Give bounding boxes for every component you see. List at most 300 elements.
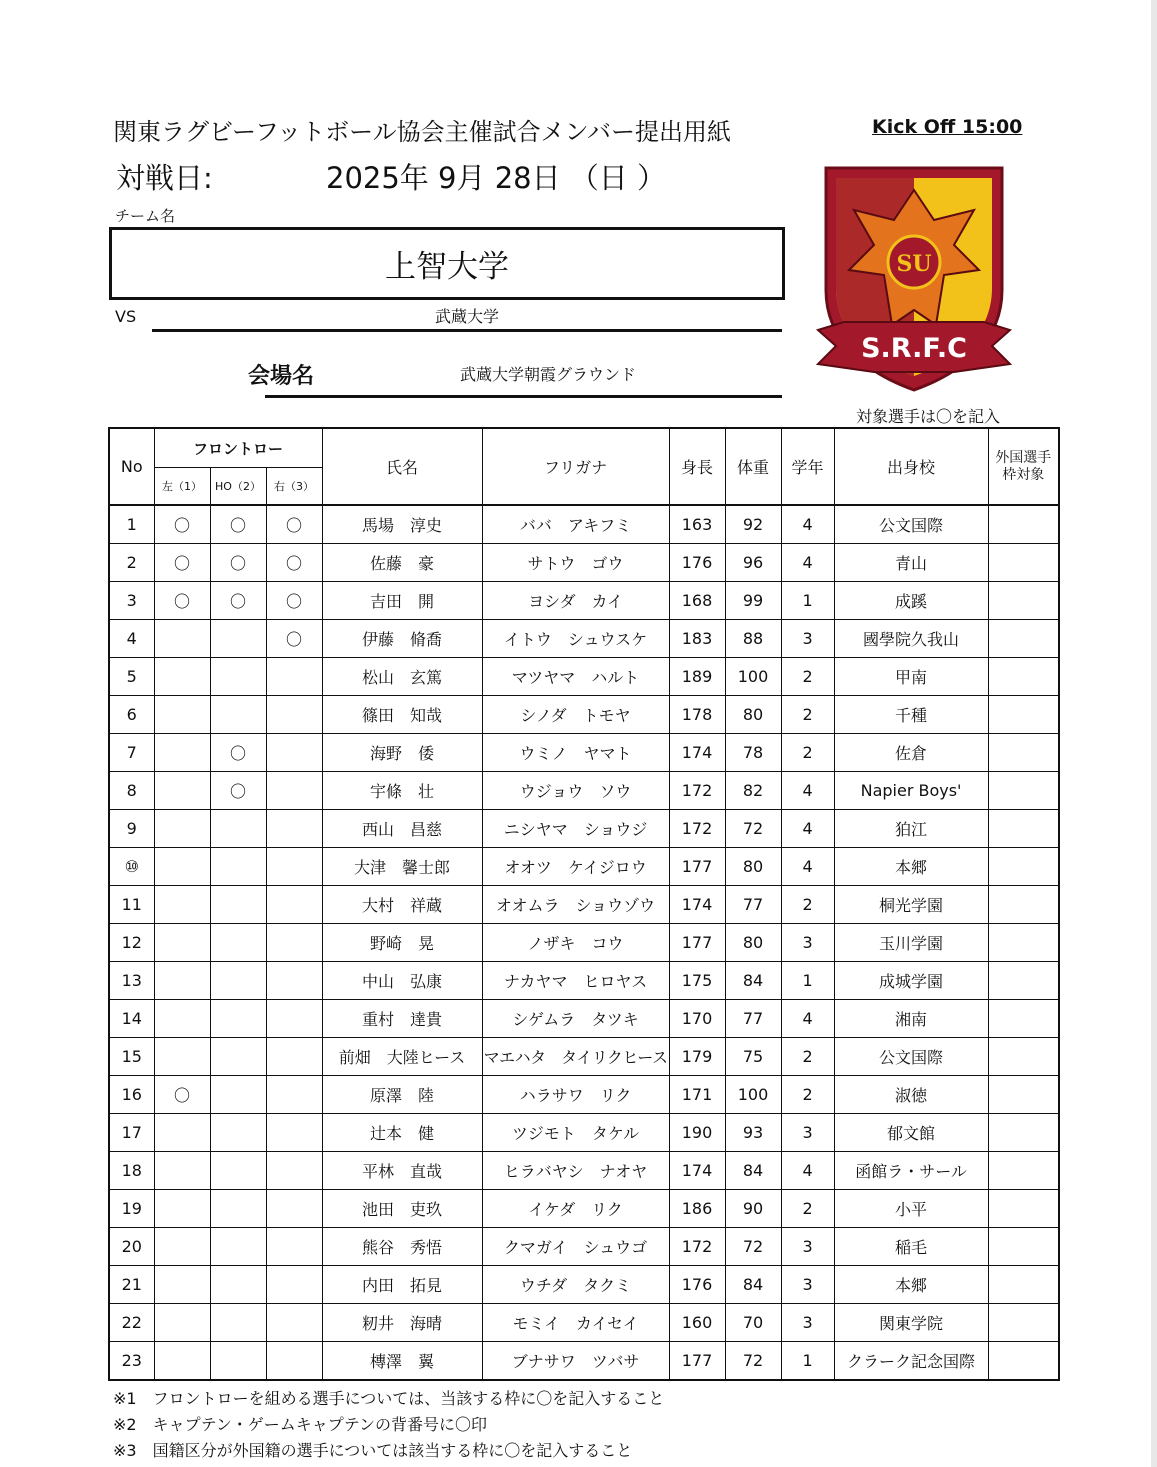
- player-kana: ハラサワ リク: [482, 1076, 669, 1114]
- player-name: 槫澤 翼: [322, 1342, 482, 1381]
- header-school: 出身校: [834, 428, 988, 505]
- player-kana: ニシヤマ ショウジ: [482, 810, 669, 848]
- player-kana: ウジョウ ソウ: [482, 772, 669, 810]
- player-name: 吉田 開: [322, 582, 482, 620]
- front-row-hooker: [210, 810, 266, 848]
- front-row-hooker: [210, 1076, 266, 1114]
- club-crest-logo: [814, 150, 1014, 395]
- front-row-hooker: [210, 1152, 266, 1190]
- player-height: 177: [669, 1342, 725, 1381]
- front-row-left: [154, 1152, 210, 1190]
- player-school: 成蹊: [834, 582, 988, 620]
- front-row-left: [154, 848, 210, 886]
- player-no: 13: [109, 962, 154, 1000]
- player-height: 175: [669, 962, 725, 1000]
- foreign-flag: [988, 1228, 1059, 1266]
- player-weight: 90: [725, 1190, 781, 1228]
- player-year: 1: [781, 962, 834, 1000]
- player-no: 22: [109, 1304, 154, 1342]
- player-year: 4: [781, 505, 834, 544]
- front-row-hooker: [210, 620, 266, 658]
- front-row-left: [154, 1038, 210, 1076]
- player-no: 15: [109, 1038, 154, 1076]
- player-year: 2: [781, 1190, 834, 1228]
- front-row-left: [154, 1228, 210, 1266]
- player-school: Napier Boys': [834, 772, 988, 810]
- header-foreign: 外国選手枠対象: [988, 428, 1059, 505]
- player-height: 178: [669, 696, 725, 734]
- player-no: 9: [109, 810, 154, 848]
- table-row: [109, 848, 1059, 886]
- player-no: ⑩: [109, 848, 154, 886]
- front-row-left: [154, 924, 210, 962]
- player-kana: ノザキ コウ: [482, 924, 669, 962]
- emblem-text: SU: [896, 251, 932, 277]
- table-row: [109, 772, 1059, 810]
- front-row-left: [154, 620, 210, 658]
- player-height: 174: [669, 886, 725, 924]
- player-name: 平林 直哉: [322, 1152, 482, 1190]
- foreign-flag: [988, 848, 1059, 886]
- player-height: 172: [669, 1228, 725, 1266]
- foreign-flag: [988, 658, 1059, 696]
- player-weight: 96: [725, 544, 781, 582]
- player-name: 馬場 淳史: [322, 505, 482, 544]
- player-height: 174: [669, 734, 725, 772]
- player-school: 甲南: [834, 658, 988, 696]
- table-row: [109, 1076, 1059, 1114]
- player-height: 183: [669, 620, 725, 658]
- player-height: 176: [669, 544, 725, 582]
- front-row-right: [266, 1266, 322, 1304]
- table-row: [109, 696, 1059, 734]
- table-row: [109, 1266, 1059, 1304]
- front-row-left: [154, 962, 210, 1000]
- front-row-hooker: [210, 848, 266, 886]
- front-row-right: [266, 1304, 322, 1342]
- front-row-hooker: 〇: [210, 505, 266, 544]
- player-name: 大津 馨士郎: [322, 848, 482, 886]
- player-year: 3: [781, 1266, 834, 1304]
- player-kana: ヒラバヤシ ナオヤ: [482, 1152, 669, 1190]
- table-row: [109, 1304, 1059, 1342]
- roster-table: [108, 427, 1060, 1381]
- player-name: 西山 昌慈: [322, 810, 482, 848]
- player-year: 3: [781, 620, 834, 658]
- front-row-right: [266, 1038, 322, 1076]
- player-name: 熊谷 秀悟: [322, 1228, 482, 1266]
- player-name: 原澤 陸: [322, 1076, 482, 1114]
- player-height: 163: [669, 505, 725, 544]
- front-row-right: [266, 848, 322, 886]
- front-row-left: [154, 1190, 210, 1228]
- front-row-left: [154, 1342, 210, 1381]
- opponent-underline: [152, 329, 782, 332]
- player-kana: イケダ リク: [482, 1190, 669, 1228]
- player-kana: ウミノ ヤマト: [482, 734, 669, 772]
- foreign-flag: [988, 962, 1059, 1000]
- player-year: 4: [781, 544, 834, 582]
- table-row: [109, 1038, 1059, 1076]
- front-row-left: [154, 734, 210, 772]
- front-row-left: 〇: [154, 1076, 210, 1114]
- player-school: 桐光学園: [834, 886, 988, 924]
- table-row: [109, 1228, 1059, 1266]
- player-kana: オオツ ケイジロウ: [482, 848, 669, 886]
- player-name: 野崎 晃: [322, 924, 482, 962]
- header-hooker: HO（2）: [210, 468, 266, 506]
- table-row: [109, 810, 1059, 848]
- player-weight: 78: [725, 734, 781, 772]
- foreign-flag: [988, 1038, 1059, 1076]
- player-name: 松山 玄篤: [322, 658, 482, 696]
- player-kana: ブナサワ ツバサ: [482, 1342, 669, 1381]
- front-row-hooker: [210, 1304, 266, 1342]
- player-height: 170: [669, 1000, 725, 1038]
- player-year: 4: [781, 772, 834, 810]
- player-year: 2: [781, 1076, 834, 1114]
- match-date-row: [116, 156, 666, 197]
- foreign-flag: [988, 1114, 1059, 1152]
- player-kana: ババ アキフミ: [482, 505, 669, 544]
- target-player-note: 対象選手は〇を記入: [856, 407, 1001, 426]
- player-weight: 80: [725, 696, 781, 734]
- player-kana: シノダ トモヤ: [482, 696, 669, 734]
- player-year: 4: [781, 848, 834, 886]
- table-row: [109, 734, 1059, 772]
- front-row-left: 〇: [154, 505, 210, 544]
- player-school: 佐倉: [834, 734, 988, 772]
- front-row-right: [266, 1114, 322, 1152]
- player-height: 168: [669, 582, 725, 620]
- player-no: 11: [109, 886, 154, 924]
- player-weight: 93: [725, 1114, 781, 1152]
- front-row-right: 〇: [266, 620, 322, 658]
- front-row-hooker: [210, 1266, 266, 1304]
- player-weight: 99: [725, 582, 781, 620]
- player-name: 辻本 健: [322, 1114, 482, 1152]
- foreign-flag: [988, 696, 1059, 734]
- foreign-flag: [988, 1304, 1059, 1342]
- player-year: 3: [781, 1114, 834, 1152]
- front-row-right: [266, 1152, 322, 1190]
- team-name: 上智大学: [385, 249, 509, 285]
- player-school: クラーク記念国際: [834, 1342, 988, 1381]
- player-height: 171: [669, 1076, 725, 1114]
- player-school: 青山: [834, 544, 988, 582]
- front-row-right: [266, 734, 322, 772]
- front-row-hooker: 〇: [210, 582, 266, 620]
- table-row: [109, 1190, 1059, 1228]
- player-no: 4: [109, 620, 154, 658]
- player-name: 海野 倭: [322, 734, 482, 772]
- player-height: 177: [669, 924, 725, 962]
- header-no: No: [109, 428, 154, 505]
- player-no: 18: [109, 1152, 154, 1190]
- player-kana: マツヤマ ハルト: [482, 658, 669, 696]
- player-name: 重村 達貴: [322, 1000, 482, 1038]
- player-height: 174: [669, 1152, 725, 1190]
- front-row-right: [266, 658, 322, 696]
- player-school: 小平: [834, 1190, 988, 1228]
- player-name: 前畑 大陸ヒース: [322, 1038, 482, 1076]
- front-row-left: [154, 1000, 210, 1038]
- table-row: [109, 582, 1059, 620]
- header-left-prop: 左（1）: [154, 468, 210, 506]
- player-name: 籾井 海晴: [322, 1304, 482, 1342]
- front-row-right: [266, 962, 322, 1000]
- player-school: 淑徳: [834, 1076, 988, 1114]
- foreign-flag: [988, 924, 1059, 962]
- player-school: 玉川学園: [834, 924, 988, 962]
- player-year: 2: [781, 886, 834, 924]
- front-row-hooker: 〇: [210, 734, 266, 772]
- player-no: 7: [109, 734, 154, 772]
- front-row-hooker: [210, 1228, 266, 1266]
- player-kana: サトウ ゴウ: [482, 544, 669, 582]
- player-name: 宇條 壮: [322, 772, 482, 810]
- player-year: 4: [781, 810, 834, 848]
- table-row: [109, 962, 1059, 1000]
- front-row-left: [154, 696, 210, 734]
- player-name: 内田 拓見: [322, 1266, 482, 1304]
- front-row-hooker: 〇: [210, 772, 266, 810]
- player-kana: モミイ カイセイ: [482, 1304, 669, 1342]
- front-row-left: [154, 772, 210, 810]
- logo-text: S.R.F.C: [861, 333, 967, 364]
- player-kana: ウチダ タクミ: [482, 1266, 669, 1304]
- front-row-hooker: 〇: [210, 544, 266, 582]
- player-weight: 92: [725, 505, 781, 544]
- vs-label: VS: [115, 307, 137, 326]
- player-name: 中山 弘康: [322, 962, 482, 1000]
- player-no: 8: [109, 772, 154, 810]
- player-height: 172: [669, 810, 725, 848]
- player-year: 4: [781, 1000, 834, 1038]
- page-edge: [1151, 0, 1157, 1467]
- player-year: 4: [781, 1152, 834, 1190]
- front-row-left: [154, 1114, 210, 1152]
- kickoff-time: Kick Off 15:00: [872, 116, 1023, 138]
- player-weight: 84: [725, 962, 781, 1000]
- player-school: 本郷: [834, 1266, 988, 1304]
- foreign-flag: [988, 1000, 1059, 1038]
- front-row-right: [266, 696, 322, 734]
- table-row: [109, 1000, 1059, 1038]
- front-row-hooker: [210, 924, 266, 962]
- front-row-left: 〇: [154, 582, 210, 620]
- date-label: 対戦日:: [116, 161, 213, 195]
- player-no: 6: [109, 696, 154, 734]
- front-row-right: [266, 772, 322, 810]
- foreign-flag: [988, 886, 1059, 924]
- roster-body: [109, 505, 1059, 1380]
- front-row-right: [266, 886, 322, 924]
- front-row-hooker: [210, 1342, 266, 1381]
- player-year: 3: [781, 1304, 834, 1342]
- front-row-right: 〇: [266, 544, 322, 582]
- front-row-right: [266, 810, 322, 848]
- player-height: 190: [669, 1114, 725, 1152]
- foreign-flag: [988, 544, 1059, 582]
- player-kana: マエハタ タイリクヒース: [482, 1038, 669, 1076]
- player-year: 3: [781, 1228, 834, 1266]
- front-row-right: [266, 1000, 322, 1038]
- header-name: 氏名: [322, 428, 482, 505]
- header-height: 身長: [669, 428, 725, 505]
- team-name-box: [109, 227, 785, 300]
- front-row-right: 〇: [266, 582, 322, 620]
- document-title: 関東ラグビーフットボール協会主催試合メンバー提出用紙: [113, 118, 731, 146]
- player-no: 3: [109, 582, 154, 620]
- player-no: 19: [109, 1190, 154, 1228]
- player-school: 函館ラ・サール: [834, 1152, 988, 1190]
- player-no: 23: [109, 1342, 154, 1381]
- table-row: [109, 505, 1059, 544]
- player-kana: クマガイ シュウゴ: [482, 1228, 669, 1266]
- player-name: 伊藤 脩喬: [322, 620, 482, 658]
- player-name: 佐藤 豪: [322, 544, 482, 582]
- venue-name: 武蔵大学朝霞グラウンド: [460, 365, 637, 384]
- player-weight: 75: [725, 1038, 781, 1076]
- player-school: 公文国際: [834, 505, 988, 544]
- foreign-flag: [988, 810, 1059, 848]
- player-year: 2: [781, 734, 834, 772]
- front-row-right: [266, 1190, 322, 1228]
- player-year: 1: [781, 1342, 834, 1381]
- player-no: 17: [109, 1114, 154, 1152]
- player-no: 5: [109, 658, 154, 696]
- team-label: チーム名: [115, 207, 176, 225]
- foreign-flag: [988, 505, 1059, 544]
- player-weight: 100: [725, 1076, 781, 1114]
- player-height: 172: [669, 772, 725, 810]
- player-kana: イトウ シュウスケ: [482, 620, 669, 658]
- front-row-hooker: [210, 1114, 266, 1152]
- header-front-row: フロントロー: [154, 428, 322, 468]
- player-height: 189: [669, 658, 725, 696]
- foreign-flag: [988, 1266, 1059, 1304]
- date-value: 2025年 9月 28日 （日 ）: [326, 161, 667, 195]
- front-row-left: [154, 886, 210, 924]
- player-school: 稲毛: [834, 1228, 988, 1266]
- player-school: 千種: [834, 696, 988, 734]
- player-no: 14: [109, 1000, 154, 1038]
- table-row: [109, 924, 1059, 962]
- front-row-right: [266, 1228, 322, 1266]
- player-name: 大村 祥蔵: [322, 886, 482, 924]
- player-no: 12: [109, 924, 154, 962]
- player-height: 186: [669, 1190, 725, 1228]
- player-school: 國學院久我山: [834, 620, 988, 658]
- front-row-left: [154, 658, 210, 696]
- player-kana: ツジモト タケル: [482, 1114, 669, 1152]
- player-weight: 84: [725, 1266, 781, 1304]
- player-weight: 77: [725, 886, 781, 924]
- front-row-left: [154, 1266, 210, 1304]
- player-kana: ヨシダ カイ: [482, 582, 669, 620]
- front-row-hooker: [210, 886, 266, 924]
- player-height: 176: [669, 1266, 725, 1304]
- player-weight: 77: [725, 1000, 781, 1038]
- table-row: [109, 1114, 1059, 1152]
- table-row: [109, 658, 1059, 696]
- foreign-flag: [988, 772, 1059, 810]
- player-school: 成城学園: [834, 962, 988, 1000]
- front-row-right: [266, 924, 322, 962]
- player-weight: 84: [725, 1152, 781, 1190]
- foreign-flag: [988, 734, 1059, 772]
- player-year: 3: [781, 924, 834, 962]
- venue-underline: [265, 395, 782, 398]
- player-no: 16: [109, 1076, 154, 1114]
- front-row-right: [266, 1342, 322, 1381]
- player-school: 関東学院: [834, 1304, 988, 1342]
- player-year: 2: [781, 696, 834, 734]
- foreign-flag: [988, 620, 1059, 658]
- player-school: 本郷: [834, 848, 988, 886]
- player-no: 2: [109, 544, 154, 582]
- player-kana: オオムラ ショウゾウ: [482, 886, 669, 924]
- opponent-name: 武蔵大学: [434, 307, 499, 326]
- front-row-left: 〇: [154, 544, 210, 582]
- player-name: 池田 吏玖: [322, 1190, 482, 1228]
- front-row-left: [154, 1304, 210, 1342]
- header-right-prop: 右（3）: [266, 468, 322, 506]
- player-no: 21: [109, 1266, 154, 1304]
- player-year: 2: [781, 1038, 834, 1076]
- player-name: 篠田 知哉: [322, 696, 482, 734]
- player-weight: 70: [725, 1304, 781, 1342]
- table-row: [109, 620, 1059, 658]
- front-row-hooker: [210, 1190, 266, 1228]
- player-year: 2: [781, 658, 834, 696]
- player-year: 1: [781, 582, 834, 620]
- player-kana: シゲムラ タツキ: [482, 1000, 669, 1038]
- table-row: [109, 1342, 1059, 1381]
- front-row-hooker: [210, 1038, 266, 1076]
- header-year: 学年: [781, 428, 834, 505]
- front-row-hooker: [210, 658, 266, 696]
- front-row-hooker: [210, 962, 266, 1000]
- player-weight: 82: [725, 772, 781, 810]
- venue-label: 会場名: [248, 364, 315, 389]
- foreign-flag: [988, 1190, 1059, 1228]
- footnote-2: ※2 キャプテン・ゲームキャプテンの背番号に〇印: [113, 1415, 487, 1434]
- player-weight: 88: [725, 620, 781, 658]
- player-weight: 80: [725, 924, 781, 962]
- header-kana: フリガナ: [482, 428, 669, 505]
- header-weight: 体重: [725, 428, 781, 505]
- player-weight: 100: [725, 658, 781, 696]
- player-school: 公文国際: [834, 1038, 988, 1076]
- footnote-3: ※3 国籍区分が外国籍の選手については該当する枠に〇を記入すること: [113, 1441, 633, 1460]
- player-kana: ナカヤマ ヒロヤス: [482, 962, 669, 1000]
- foreign-flag: [988, 1342, 1059, 1381]
- player-school: 狛江: [834, 810, 988, 848]
- player-weight: 80: [725, 848, 781, 886]
- player-height: 177: [669, 848, 725, 886]
- front-row-right: 〇: [266, 505, 322, 544]
- footnote-1: ※1 フロントローを組める選手については、当該する枠に〇を記入すること: [113, 1389, 665, 1408]
- player-no: 1: [109, 505, 154, 544]
- table-row: [109, 1152, 1059, 1190]
- player-school: 湘南: [834, 1000, 988, 1038]
- table-row: [109, 886, 1059, 924]
- foreign-flag: [988, 1152, 1059, 1190]
- player-height: 179: [669, 1038, 725, 1076]
- table-row: [109, 544, 1059, 582]
